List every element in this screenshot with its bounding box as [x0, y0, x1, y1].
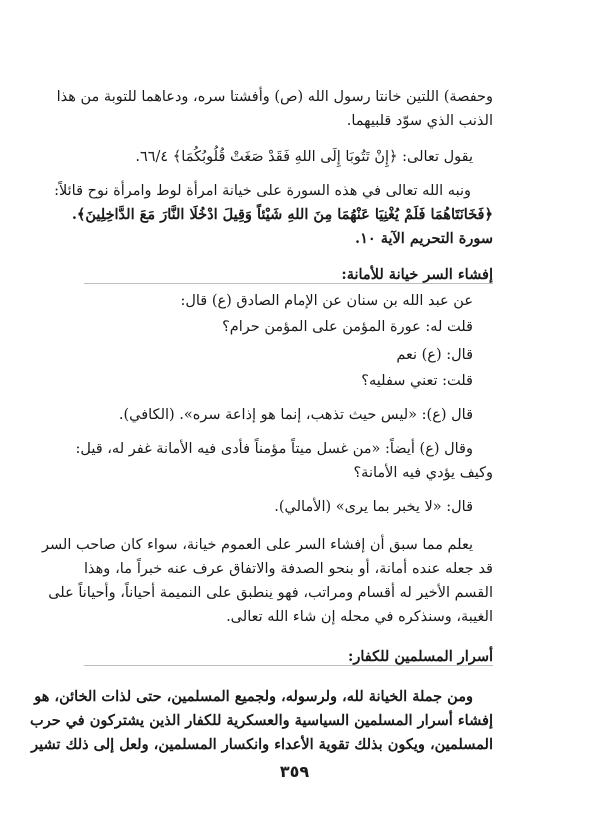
- verse-citation-line: يقول تعالى: ﴿إِنْ تَتُوبَا إِلَى اللهِ فَقَدْ صَغَتْ قُلُوبُكُمَا﴾ ٦٦/٤.: [135, 149, 473, 165]
- paragraph-line: قد جعله عنده أمانة، أو بنحو الصدفة والاتفاق عرف عنه خبراً ما، وهذا: [84, 561, 493, 577]
- paragraph-line: المسلمين، ويكون بذلك تقوية الأعداء وانكسار المسلمين، ولعل إلى ذلك تشير: [31, 736, 493, 753]
- paragraph-line: ومن جملة الخيانة لله، ولرسوله، ولجميع المسلمين، حتى لذات الخائن، هو: [34, 688, 473, 705]
- hadith-line: قلت له: عورة المؤمن على المؤمن حرام؟: [222, 319, 473, 335]
- quran-verse: ﴿فَخَانَتَاهُمَا فَلَمْ يُغْنِيَا عَنْهُمَا مِنَ اللهِ شَيْئاً وَقِيلَ ادْخُلَا النَّارَ مَعَ الدَّاخِلِينَ﴾.: [71, 206, 493, 223]
- paragraph-line: إفشاء أسرار المسلمين السياسية والعسكرية للكفار الذين يشتركون في حرب: [30, 712, 493, 729]
- paragraph-line: القسم الأخير له أقسام ومراتب، فهو ينطبق على النميمة أحياناً، وأحياناً على: [48, 585, 493, 601]
- hadith-line: قال (ع): «ليس حيث تذهب، إنما هو إذاعة سره». (الكافي).: [118, 407, 473, 423]
- paragraph-line: الغيبة، وسنذكره في محله إن شاء الله تعالى.: [226, 609, 493, 625]
- divider: [84, 283, 493, 284]
- hadith-line: قال: «لا يخبر بما يرى» (الأمالي).: [274, 499, 473, 515]
- verse-reference: سورة التحريم الآية ١٠.: [355, 230, 493, 247]
- hadith-line: قال: (ع) نعم: [396, 347, 473, 363]
- section-heading: إفشاء السر خيانة للأمانة:: [341, 266, 493, 283]
- hadith-line: وكيف يؤدي فيه الأمانة؟: [353, 465, 493, 481]
- divider: [84, 665, 493, 666]
- page-number: ٣٥٩: [279, 762, 310, 781]
- paragraph-line: ونبه الله تعالى في هذه السورة على خيانة امرأة لوط وامرأة نوح قائلاً:: [54, 183, 471, 199]
- hadith-line: عن عبد الله بن سنان عن الإمام الصادق (ع) قال:: [180, 293, 473, 309]
- hadith-line: قلت: تعني سفليه؟: [361, 373, 473, 389]
- paragraph-line: الذنب الذي سوّد قلبيهما.: [346, 113, 493, 129]
- paragraph-line: يعلم مما سبق أن إفشاء السر على العموم خيانة، سواء كان صاحب السر: [41, 537, 473, 553]
- paragraph-line: وحفصة) اللتين خانتا رسول الله (ص) وأفشتا سره، ودعاهما للتوبة من هذا: [56, 89, 493, 105]
- section-heading: أسرار المسلمين للكفار:: [348, 648, 493, 665]
- hadith-line: وقال (ع) أيضاً: «من غسل ميتاً مؤمناً فأدى فيه الأمانة غفر له، قيل:: [75, 441, 473, 457]
